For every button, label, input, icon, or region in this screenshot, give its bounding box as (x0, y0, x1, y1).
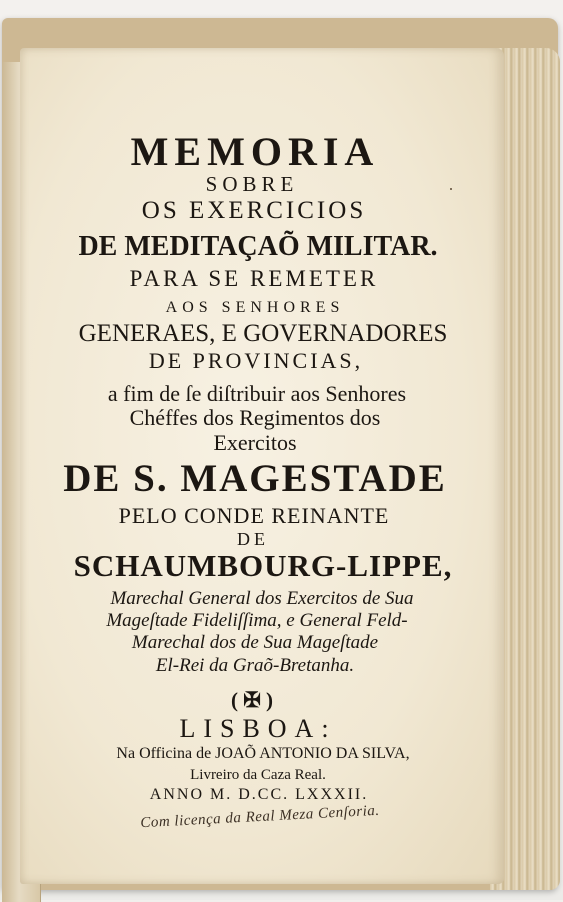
imprint-licenca: Com licença da Real Meza Cenſoria. (139, 802, 380, 832)
title-marechal-dos: Marechal dos de Sua Mageſtade (131, 632, 379, 653)
title-generaes: GENERAES, E GOVERNADORES (78, 320, 448, 347)
title-de: DE (237, 529, 269, 549)
title-para-se-remeter: PARA SE REMETER (129, 266, 379, 291)
title-exercitos: Exercitos (213, 430, 297, 455)
title-el-rei: El-Rei da Graõ-Bretanha. (155, 655, 355, 676)
title-cheffes: Chéffes dos Regimentos dos (129, 405, 381, 430)
imprint-anno: ANNO M. D.CC. LXXXII. (149, 786, 369, 803)
title-meditacao-militar: DE MEDITAÇAÕ MILITAR. (78, 231, 438, 262)
title-aos-senhores: AOS SENHORES (165, 299, 345, 316)
title-magestade-fidelissima: Mageſtade Fideliſſima, e General Feld- (106, 610, 408, 631)
cross-ornament: ( ✠ ) (230, 688, 274, 712)
title-sobre: SOBRE (205, 172, 299, 196)
title-pelo-conde: PELO CONDE REINANTE (118, 503, 390, 528)
title-page (20, 48, 504, 884)
title-marechal-general: Marechal General dos Exercitos de Sua (110, 588, 414, 609)
imprint-officina: Na Officina de JOAÕ ANTONIO DA SILVA, (116, 745, 410, 762)
paper-spot (450, 188, 452, 190)
imprint-livreiro: Livreiro da Caza Real. (190, 767, 326, 783)
title-memoria: MEMORIA (130, 129, 380, 174)
title-de-provincias: DE PROVINCIAS, (148, 348, 364, 373)
title-de-s-magestade: DE S. MAGESTADE (63, 457, 447, 500)
book (2, 18, 558, 890)
title-schaumbourg-lippe: SCHAUMBOURG-LIPPE, (73, 548, 453, 583)
imprint-lisboa: LISBOA: (179, 714, 337, 743)
title-os-exercicios: OS EXERCICIOS (141, 197, 367, 224)
title-a-fim-de: a fim de ſe diſtribuir aos Senhores (107, 381, 407, 406)
